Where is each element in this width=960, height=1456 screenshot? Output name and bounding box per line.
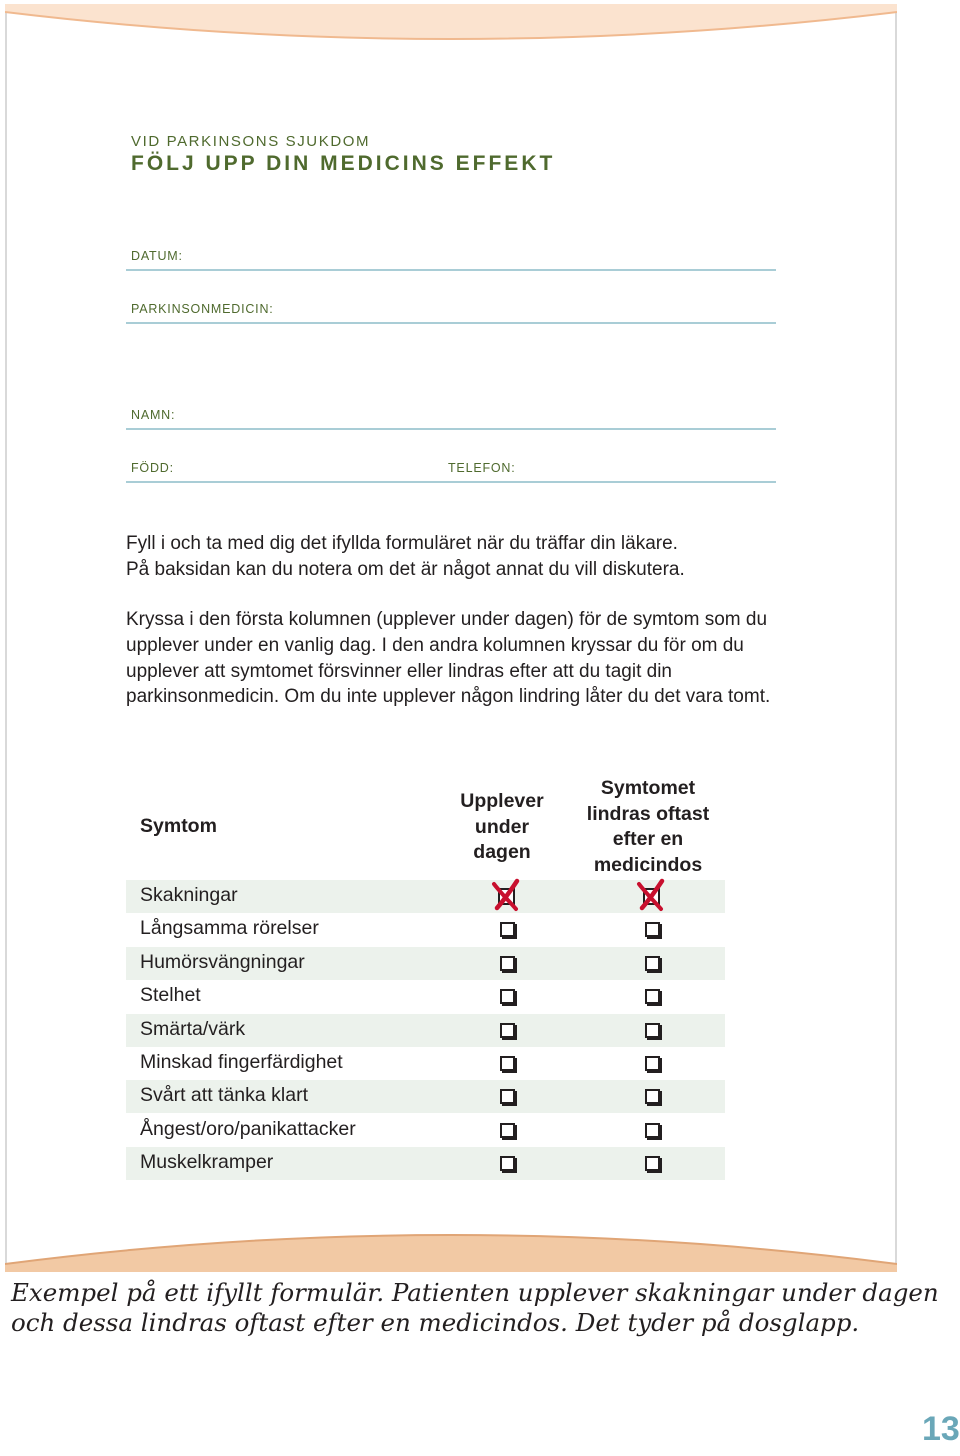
checkbox-relieved[interactable] [645,1123,660,1138]
namn-label: NAMN: [131,408,176,422]
bottom-arc-decoration [5,1214,897,1272]
table-row [126,1114,725,1147]
checkbox-relieved[interactable] [645,1023,660,1038]
column-header-relieved: Symtomet lindras oftast efter en medicindos [586,777,710,876]
form-subtitle: VID PARKINSONS SJUKDOM [131,133,371,150]
figure-caption [11,1278,951,1338]
table-row [126,947,725,980]
page-number: 13 [922,1410,960,1448]
telefon-label: TELEFON: [448,461,516,475]
datum-label: DATUM: [131,249,183,263]
instructions-paragraph-1 [126,531,786,582]
symptom-label: Humörsvängningar [140,950,305,973]
medicin-field[interactable] [126,322,776,324]
checkbox-during-day[interactable] [500,989,515,1004]
table-row [126,913,725,946]
checkbox-relieved[interactable] [645,1089,660,1104]
caption-line-1: Exempel på ett ifyllt formulär. Patienten upplever skakningar under dagen [11,1278,939,1307]
namn-field[interactable] [126,428,776,430]
checkbox-during-day-checked[interactable] [490,878,522,912]
symptom-label: Långsamma rörelser [140,917,319,940]
checkbox-during-day[interactable] [500,1089,515,1104]
symptom-label: Skakningar [140,884,238,906]
symptom-label: Smärta/värk [140,1017,246,1040]
column-header-symptom: Symtom [140,815,217,837]
checkbox-relieved[interactable] [645,1156,660,1171]
fodd-telefon-field[interactable] [126,481,776,483]
checkbox-during-day[interactable] [500,1056,515,1071]
checkbox-relieved[interactable] [645,956,660,971]
instructions-paragraph-2: Kryssa i den första kolumnen (upplever under dagen) för de symtom som du upplever under en vanlig dag. I den andra kolumnen kryssar du för om du upplever att symtomet försvinner eller lindras efter att du tagit din parkinsonmedicin. Om du inte upplever någon lindring låter du det vara tomt. [126,609,771,708]
table-row [126,1047,725,1080]
symptom-label: Muskelkramper [140,1151,274,1174]
checkbox-relieved-checked[interactable] [635,878,667,912]
table-row [126,1014,725,1047]
table-row [126,1147,725,1180]
caption-line-2: och dessa lindras oftast efter en medicindos. Det tyder på dosglapp. [11,1308,860,1337]
datum-field[interactable] [126,269,776,271]
instructions-line-2: På baksidan kan du notera om det är något annat du vill diskutera. [126,558,685,580]
top-arc-decoration [5,4,897,54]
symptom-label: Stelhet [140,984,201,1007]
table-row [126,880,725,913]
symptom-label: Svårt att tänka klart [140,1084,308,1107]
form-title: FÖLJ UPP DIN MEDICINS EFFEKT [131,152,556,175]
checkbox-relieved[interactable] [645,922,660,937]
symptom-label: Minskad fingerfärdighet [140,1051,343,1073]
checkbox-during-day[interactable] [500,956,515,971]
symptom-label: Ångest/oro/panikattacker [140,1117,356,1140]
checkbox-during-day[interactable] [500,922,515,937]
medicin-label: PARKINSONMEDICIN: [131,302,274,316]
table-row [126,980,725,1013]
instructions-line-1: Fyll i och ta med dig det ifyllda formuläret när du träffar din läkare. [126,533,678,554]
column-header-during-day: Upplever under dagen [460,790,544,863]
fodd-label: FÖDD: [131,461,174,475]
checkbox-during-day[interactable] [500,1123,515,1138]
checkbox-during-day[interactable] [500,1023,515,1038]
checkbox-during-day[interactable] [500,1156,515,1171]
table-row [126,1080,725,1113]
checkbox-relieved[interactable] [645,1056,660,1071]
checkbox-relieved[interactable] [645,989,660,1004]
